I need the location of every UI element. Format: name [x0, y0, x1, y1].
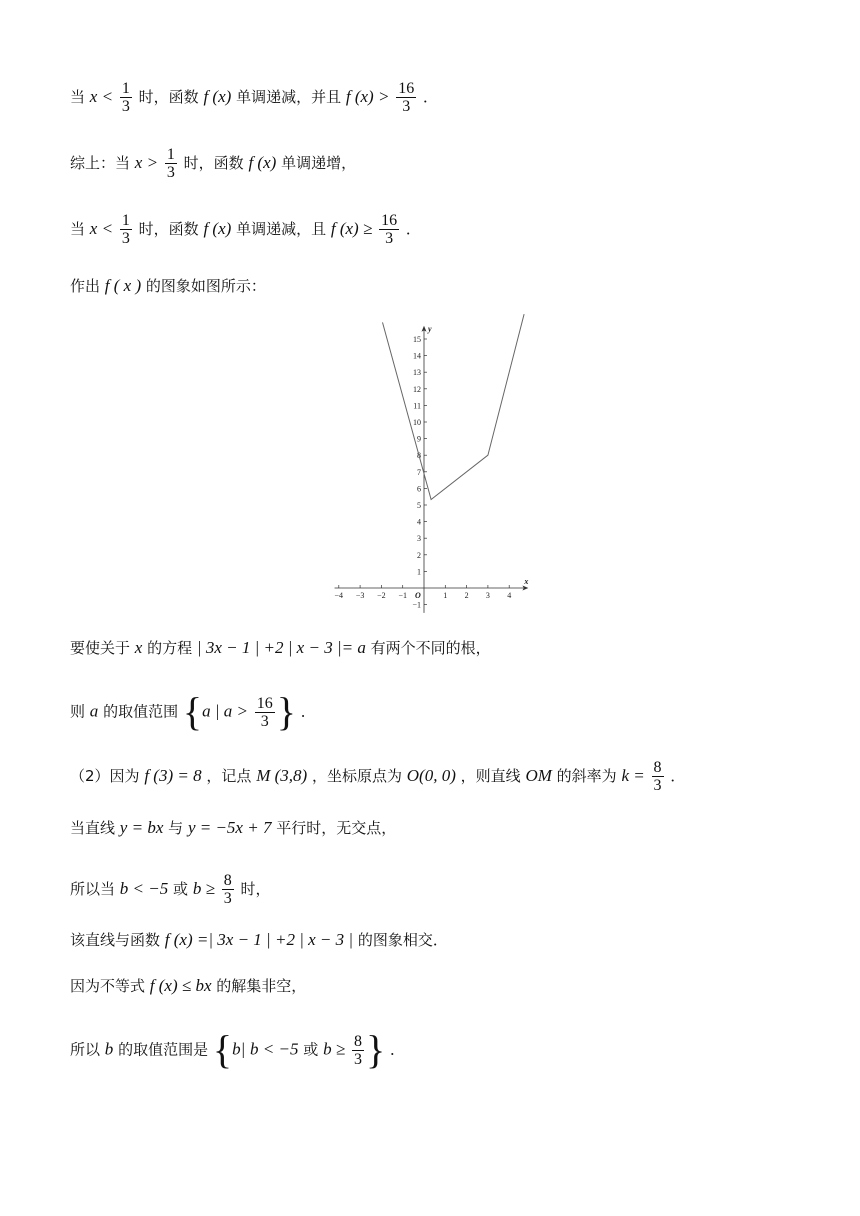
fraction-one-third: $\frac{1}{3}$ [121, 80, 130, 115]
series [383, 314, 525, 499]
y-tick-label: 2 [417, 550, 421, 560]
y-tick-label: 10 [413, 418, 421, 427]
period: ． [300, 702, 316, 721]
period: ． [389, 1040, 405, 1059]
text: 单调递减，且 [236, 220, 327, 238]
text: 综上：当 [70, 154, 131, 172]
math-b-ge: b ≥ [192, 879, 215, 898]
text: 时，函数 [138, 88, 199, 106]
math-ybx: y = bx [119, 818, 164, 837]
math-fx: f (x) [248, 153, 277, 172]
text: 有两个不同的根， [370, 639, 491, 657]
y-tick-label: 3 [417, 534, 421, 544]
line-6 [70, 689, 316, 734]
line-9 [70, 872, 271, 907]
math-equation: | 3x − 1 | +2 | x − 3 |= a [196, 638, 366, 657]
math-yline: y = −5x + 7 [187, 818, 272, 837]
text: ，坐标原点为 [311, 767, 402, 785]
line-2 [70, 146, 356, 181]
y-tick-label: 14 [413, 351, 421, 361]
left-brace: { [182, 689, 203, 734]
text: 与 [168, 819, 184, 837]
math-x-lt: x < [89, 219, 114, 238]
math-fx-ge: f (x) ≥ [330, 219, 373, 238]
fraction-sixteen-third: $\frac{16}{3}$ [256, 694, 273, 730]
text: 的图象如图所示： [145, 277, 266, 295]
math-inequality: f (x) ≤ bx [149, 976, 212, 995]
y-tick-label: 4 [417, 517, 421, 527]
math-x-lt: x < [89, 87, 114, 106]
math-x-gt: x > [134, 153, 159, 172]
math-fx: f (x) [203, 87, 232, 106]
text: 或 [303, 1040, 319, 1059]
text: 的方程 [147, 639, 193, 657]
text: 则 [70, 702, 86, 721]
text: 所以 [70, 1040, 101, 1059]
x-tick-label: 2 [464, 591, 469, 600]
line-8 [70, 818, 396, 838]
math-point-m: M (3,8) [256, 766, 308, 785]
line-11 [70, 976, 306, 996]
line-5 [70, 638, 491, 658]
text: 单调递增， [281, 154, 357, 172]
left-brace: { [212, 1027, 233, 1072]
math-f3: f (3) = 8 [144, 766, 202, 785]
math-a: a [89, 701, 99, 721]
math-fx-gt: f (x) > [345, 87, 390, 106]
math-b: b [104, 1039, 114, 1059]
text: 的图象相交． [357, 931, 448, 949]
line-7 [70, 759, 685, 794]
math-fx-paren: f ( x ) [104, 276, 142, 295]
x-tick-label: 3 [485, 591, 490, 600]
line-3 [70, 212, 421, 247]
period: ． [670, 767, 686, 785]
y-tick-label: 12 [413, 384, 421, 394]
x-tick-label: 1 [443, 591, 448, 600]
math-set-b-lt: b < −5 [250, 1039, 299, 1059]
x-tick-label: −2 [377, 591, 386, 600]
x-tick-label: −4 [334, 591, 344, 600]
text: 作出 [70, 277, 101, 295]
fraction-one-third: $\frac{1}{3}$ [166, 146, 175, 181]
period: ． [422, 88, 438, 106]
y-tick-label: 6 [417, 484, 421, 494]
text: ，记点 [206, 767, 252, 785]
text: 要使关于 [70, 639, 131, 657]
math-k: k = [621, 766, 645, 785]
text: 单调递减，并且 [236, 88, 342, 106]
axes [335, 325, 529, 613]
math-x: x [134, 638, 143, 657]
text: 的斜率为 [556, 767, 617, 785]
right-brace: } [276, 689, 296, 734]
text: 当直线 [70, 819, 116, 837]
fraction-one-third: $\frac{1}{3}$ [121, 212, 130, 247]
series-line [383, 314, 525, 499]
text: 时， [240, 880, 271, 898]
math-set-a: a | a > [202, 701, 248, 721]
text: 的取值范围是 [118, 1040, 209, 1059]
math-fx-eq: f (x) =| 3x − 1 | +2 | x − 3 | [164, 930, 354, 949]
text: ，则直线 [460, 767, 521, 785]
text: （2）因为 [70, 767, 140, 785]
text: 的取值范围 [103, 702, 179, 721]
fraction-sixteen-third: $\frac{16}{3}$ [398, 80, 415, 115]
text: 时，函数 [183, 154, 244, 172]
x-tick-label: −1 [398, 591, 407, 600]
math-b-ge: b ≥ [323, 1039, 346, 1059]
text: 当 [70, 220, 86, 238]
line-4 [70, 276, 266, 296]
ticks [335, 335, 512, 610]
right-brace: } [365, 1027, 386, 1072]
origin-label: O [415, 591, 421, 600]
line-1 [70, 80, 438, 115]
fraction-eight-third: $\frac{8}{3}$ [223, 872, 232, 907]
text: 的解集非空， [216, 977, 307, 995]
math-set-b: b| [232, 1039, 246, 1059]
math-origin: O(0, 0) [406, 766, 456, 785]
text: 时，函数 [138, 220, 199, 238]
text: 所以当 [70, 880, 116, 898]
fraction-eight-third: $\frac{8}{3}$ [653, 759, 662, 794]
y-tick-label: −1 [412, 600, 421, 610]
fraction-eight-third: $\frac{8}{3}$ [353, 1032, 362, 1068]
y-tick-label: 11 [413, 401, 421, 411]
fraction-sixteen-third: $\frac{16}{3}$ [381, 212, 398, 247]
text: 平行时，无交点， [276, 819, 397, 837]
function-graph [326, 312, 536, 620]
x-axis-label: x [524, 577, 529, 586]
math-om: OM [525, 766, 552, 785]
math-b-lt: b < −5 [119, 879, 169, 898]
y-tick-label: 9 [417, 434, 421, 444]
text: 或 [173, 880, 189, 898]
y-tick-label: 13 [413, 368, 421, 378]
y-tick-label: 1 [417, 567, 421, 577]
text: 当 [70, 88, 86, 106]
text: 该直线与函数 [70, 931, 161, 949]
line-10 [70, 930, 448, 950]
text: 因为不等式 [70, 977, 146, 995]
math-fx: f (x) [203, 219, 232, 238]
y-tick-label: 5 [417, 501, 421, 510]
line-12 [70, 1027, 405, 1072]
x-tick-label: 4 [507, 591, 512, 600]
y-tick-label: 7 [417, 467, 421, 477]
y-axis-label: y [428, 324, 432, 334]
x-tick-label: −3 [355, 591, 365, 600]
y-tick-label: 8 [417, 451, 421, 461]
period: ． [405, 220, 421, 238]
y-tick-label: 15 [413, 335, 421, 344]
